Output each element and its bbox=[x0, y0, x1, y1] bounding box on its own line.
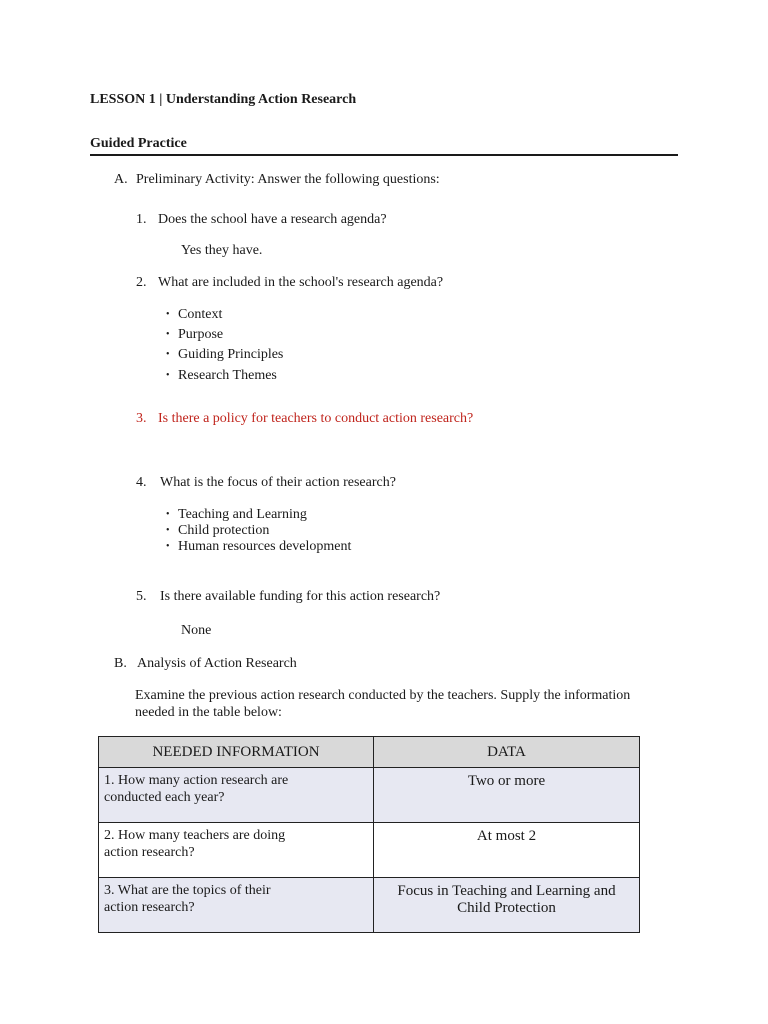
question-2-number: 2. bbox=[136, 275, 147, 290]
table-cell-question: 2. How many teachers are doing action research? bbox=[99, 823, 374, 878]
needed-information-table bbox=[98, 736, 640, 933]
question-5-answer: None bbox=[181, 623, 212, 638]
table-cell-question: 3. What are the topics of their action research? bbox=[99, 878, 374, 933]
section-divider bbox=[90, 154, 678, 156]
bullet-dot-icon: • bbox=[166, 309, 170, 320]
bullet-dot-icon: • bbox=[166, 329, 170, 340]
question-3-number: 3. bbox=[136, 411, 147, 426]
table-row bbox=[99, 768, 640, 823]
question-5-number: 5. bbox=[136, 589, 147, 604]
part-a-heading: Preliminary Activity: Answer the following questions: bbox=[136, 172, 440, 187]
bullet-dot-icon: • bbox=[166, 509, 170, 520]
question-1-text: Does the school have a research agenda? bbox=[158, 212, 387, 227]
table-header-row bbox=[99, 737, 640, 768]
bullet-dot-icon: • bbox=[166, 370, 170, 381]
question-1-answer: Yes they have. bbox=[181, 243, 263, 258]
lesson-title: LESSON 1 | Understanding Action Research bbox=[90, 92, 357, 107]
part-b-heading: Analysis of Action Research bbox=[137, 656, 297, 671]
table-cell-question: 1. How many action research are conducted each year? bbox=[99, 768, 374, 823]
question-4-text: What is the focus of their action research? bbox=[160, 475, 396, 490]
table-cell-data: Two or more bbox=[374, 768, 640, 823]
part-a-marker: A. bbox=[114, 172, 128, 187]
table-cell-data: Focus in Teaching and Learning and Child Protection bbox=[374, 878, 640, 933]
bullet-dot-icon: • bbox=[166, 541, 170, 552]
table-row bbox=[99, 823, 640, 878]
bullet-dot-icon: • bbox=[166, 525, 170, 536]
question-4-number: 4. bbox=[136, 475, 147, 490]
part-b-intro-line-2: needed in the table below: bbox=[135, 705, 282, 720]
part-b-marker: B. bbox=[114, 656, 127, 671]
question-2-text: What are included in the school's research agenda? bbox=[158, 275, 444, 290]
table-cell-data: At most 2 bbox=[374, 823, 640, 878]
part-b-intro-line-1: Examine the previous action research conducted by the teachers. Supply the information bbox=[135, 688, 631, 703]
question-3-text: Is there a policy for teachers to conduct action research? bbox=[158, 411, 474, 426]
bullet-dot-icon: • bbox=[166, 349, 170, 360]
table-row bbox=[99, 878, 640, 933]
question-5-text: Is there available funding for this action research? bbox=[160, 589, 441, 604]
section-title: Guided Practice bbox=[90, 136, 187, 151]
question-1-number: 1. bbox=[136, 212, 147, 227]
column-header-needed-information: NEEDED INFORMATION bbox=[99, 737, 374, 768]
column-header-data: DATA bbox=[374, 737, 640, 768]
